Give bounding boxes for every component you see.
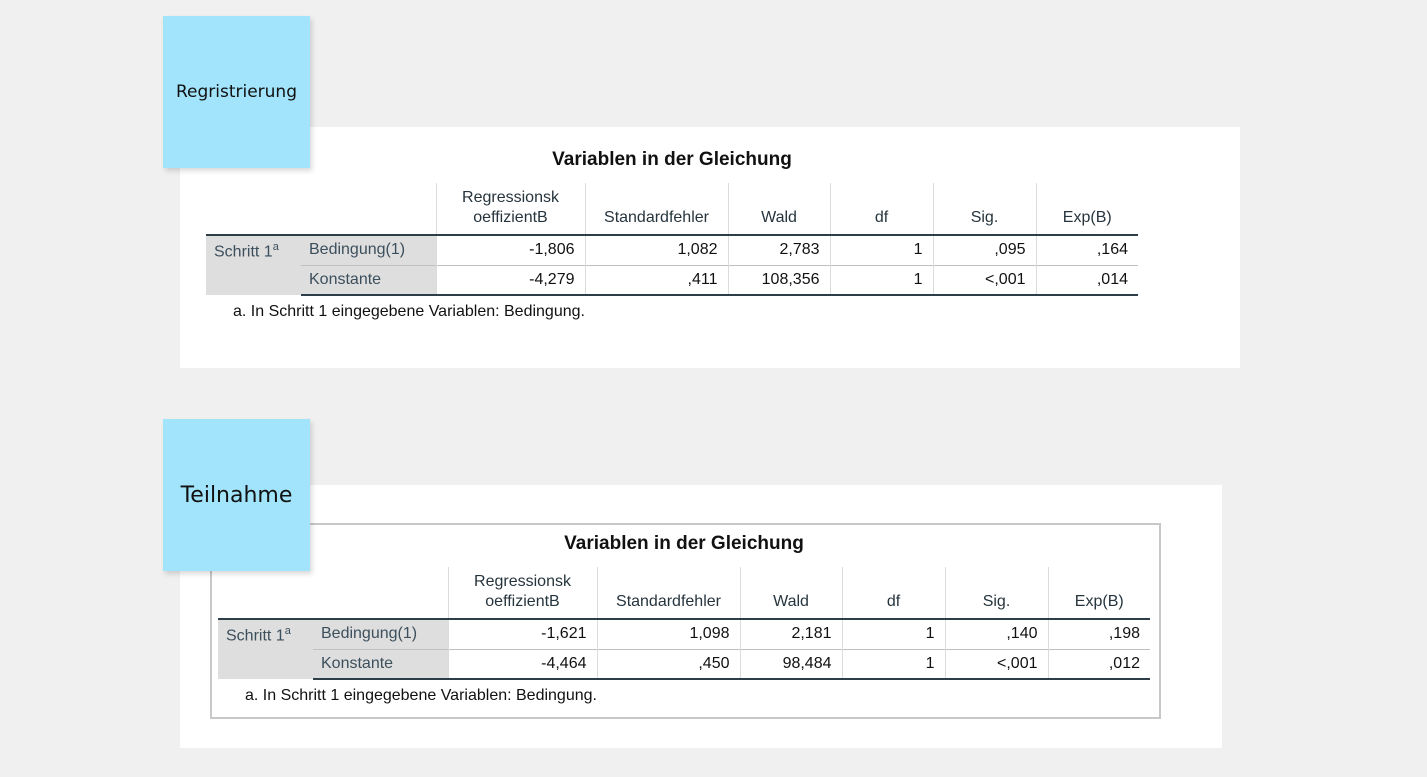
cell-std-error: ,450	[597, 649, 740, 679]
cell-regression-coef: -4,279	[436, 265, 585, 295]
table-footnote: a. In Schritt 1 eingegebene Variablen: Bedingung.	[245, 687, 597, 704]
cell-wald: 108,356	[728, 265, 830, 295]
cell-exp-b: ,014	[1036, 265, 1138, 295]
column-header-wald: Wald	[740, 567, 842, 619]
cell-wald: 2,181	[740, 619, 842, 649]
column-header-wald: Wald	[728, 183, 830, 235]
sticky-note-label: Teilnahme	[180, 482, 293, 508]
column-header-exp-b: Exp(B)	[1048, 567, 1150, 619]
column-header-df: df	[842, 567, 945, 619]
column-header-df: df	[830, 183, 933, 235]
cell-wald: 98,484	[740, 649, 842, 679]
footnote-marker: a	[284, 625, 291, 637]
cell-sig: ,095	[933, 235, 1036, 265]
cell-regression-coef: -1,621	[448, 619, 597, 649]
coefficients-table	[218, 567, 1150, 680]
cell-sig: <,001	[933, 265, 1036, 295]
sticky-note-label: Regristrierung	[175, 82, 298, 102]
coefficients-table	[206, 183, 1138, 296]
cell-df: 1	[830, 265, 933, 295]
cell-exp-b: ,164	[1036, 235, 1138, 265]
row-label: Bedingung(1)	[301, 235, 436, 265]
row-label: Bedingung(1)	[313, 619, 448, 649]
table-title: Variablen in der Gleichung	[552, 149, 792, 170]
step-text: Schritt 1	[214, 243, 273, 261]
column-header-exp-b: Exp(B)	[1036, 183, 1138, 235]
cell-std-error: ,411	[585, 265, 728, 295]
table-title: Variablen in der Gleichung	[564, 533, 804, 554]
cell-df: 1	[842, 619, 945, 649]
step-text: Schritt 1	[226, 627, 285, 645]
cell-sig: <,001	[945, 649, 1048, 679]
cell-df: 1	[842, 649, 945, 679]
step-label	[218, 619, 313, 679]
cell-df: 1	[830, 235, 933, 265]
footnote-marker: a	[272, 241, 279, 253]
step-label	[206, 235, 301, 295]
sticky-note-teilnahme[interactable]	[163, 419, 310, 571]
cell-std-error: 1,082	[585, 235, 728, 265]
table-footnote: a. In Schritt 1 eingegebene Variablen: Bedingung.	[233, 303, 585, 320]
cell-std-error: 1,098	[597, 619, 740, 649]
cell-regression-coef: -1,806	[436, 235, 585, 265]
column-header-regression-coef: Regressionsk oeffizientB	[448, 567, 597, 619]
column-header-sig: Sig.	[933, 183, 1036, 235]
column-header-regression-coef: Regressionsk oeffizientB	[436, 183, 585, 235]
cell-regression-coef: -4,464	[448, 649, 597, 679]
cell-sig: ,140	[945, 619, 1048, 649]
column-header-sig: Sig.	[945, 567, 1048, 619]
sticky-note-regristrierung[interactable]	[163, 16, 310, 168]
row-label: Konstante	[301, 265, 436, 295]
row-label: Konstante	[313, 649, 448, 679]
cell-wald: 2,783	[728, 235, 830, 265]
column-header-std-error: Standardfehler	[597, 567, 740, 619]
column-header-std-error: Standardfehler	[585, 183, 728, 235]
cell-exp-b: ,012	[1048, 649, 1150, 679]
cell-exp-b: ,198	[1048, 619, 1150, 649]
